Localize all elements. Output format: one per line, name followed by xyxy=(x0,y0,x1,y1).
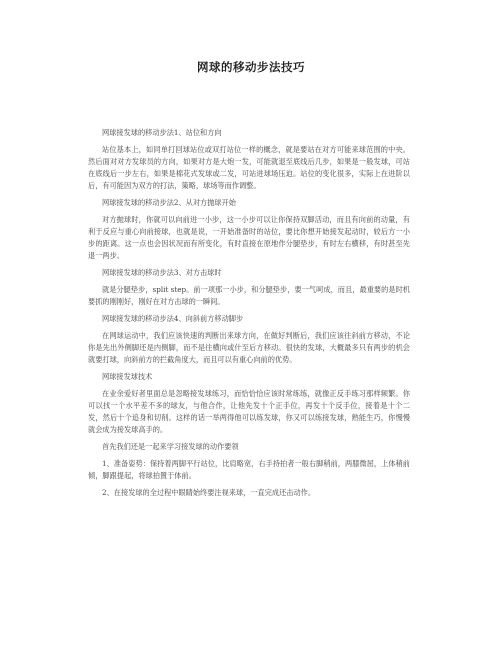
section-heading-opponent-hit: 网球接发球的移动步法3、对方击球时 xyxy=(102,268,222,277)
section-heading-stance: 网球接发球的移动步法1、站位和方向 xyxy=(102,128,222,137)
list-item-ready-position: 1、准备姿势：保持着两脚平行站位，比肩略宽，右手持拍者一般右脚稍前，两膝微屈，上体稍前倾，脚跟提起，将球拍置于体前。 xyxy=(88,459,410,480)
section-heading-diagonal-move: 网球接发球的移动步法4、向斜前方移动脚步 xyxy=(102,314,244,323)
document-body xyxy=(88,127,410,504)
document-title: 网球的移动步法技巧 xyxy=(197,60,305,74)
section-heading-return-technique: 网球接发球技术 xyxy=(102,372,153,381)
paragraph-diagonal-move: 在网球运动中，我们应该快速的判断出来球方向，在做好判断后，我们应该往斜前方移动，不论你是先出外侧脚还是内侧脚，而不是往横向或什至后方移动。很快的发球，大概最多只有两步的机会就要打球，向斜前方的拦截角度大，而且可以有重心向前的优势。 xyxy=(88,331,410,364)
section-heading-toss: 网球接发球的移动步法2、从对方抛球开始 xyxy=(102,198,236,207)
paragraph-stance: 站位基本上，如同单打回球站位或双打站位一样的概念，就是要站在对方可能来球范围的中央。然后面对对方发球员的方向，如果对方是大炮一发，可能就退至底线后几步，如果是一般发球，可站在底线后一步左右，如果是棉花式发球或二发，可站进球场压迫。站位的变化很多，实际上在进阶以后，有可能因为双方的打法，策略，球场等而作调整。 xyxy=(88,145,410,190)
section-heading-essentials: 首先我们还是一起来学习接发球的动作要领 xyxy=(102,442,239,451)
paragraph-split-step: 就是分腿垫步，split step。前一项那一小步，和分腿垫步，要一气呵成，而且，最重要的是时机要抓的刚刚好，刚好在对方击球的一瞬间。 xyxy=(88,285,410,306)
paragraph-toss: 对方抛球时，你就可以向前进一小步，这一小步可以让你保持双脚活动，而且有向前的动量，有利于反应与重心向前接球，也就是说，一开始准备时的站位，要比你想开始接发起动时，较后方一小步的距离。这一点也会因状况而有所变化，有时直接在原地作分腿垫步，有时左右横移，有时甚至先退一两步。 xyxy=(88,215,410,260)
list-item-watch-ball: 2、在接发球的全过程中眼睛始终要注视来球，一直完成还击动作。 xyxy=(102,488,316,497)
paragraph-return-practice: 在业余爱好者里面总是忽略接发球练习，而恰恰恰应该时常练练，就像正反手练习那样频繁。你可以找一个水平差不多的球友，与他合作，让他先发十个正手位，再发十个反手位，接着是十个二发，然后十个追身和切削。这样的话一举两得他可以练发球，你又可以练接发球，熟能生巧，你慢慢就会成为接发球高手的。 xyxy=(88,389,410,434)
